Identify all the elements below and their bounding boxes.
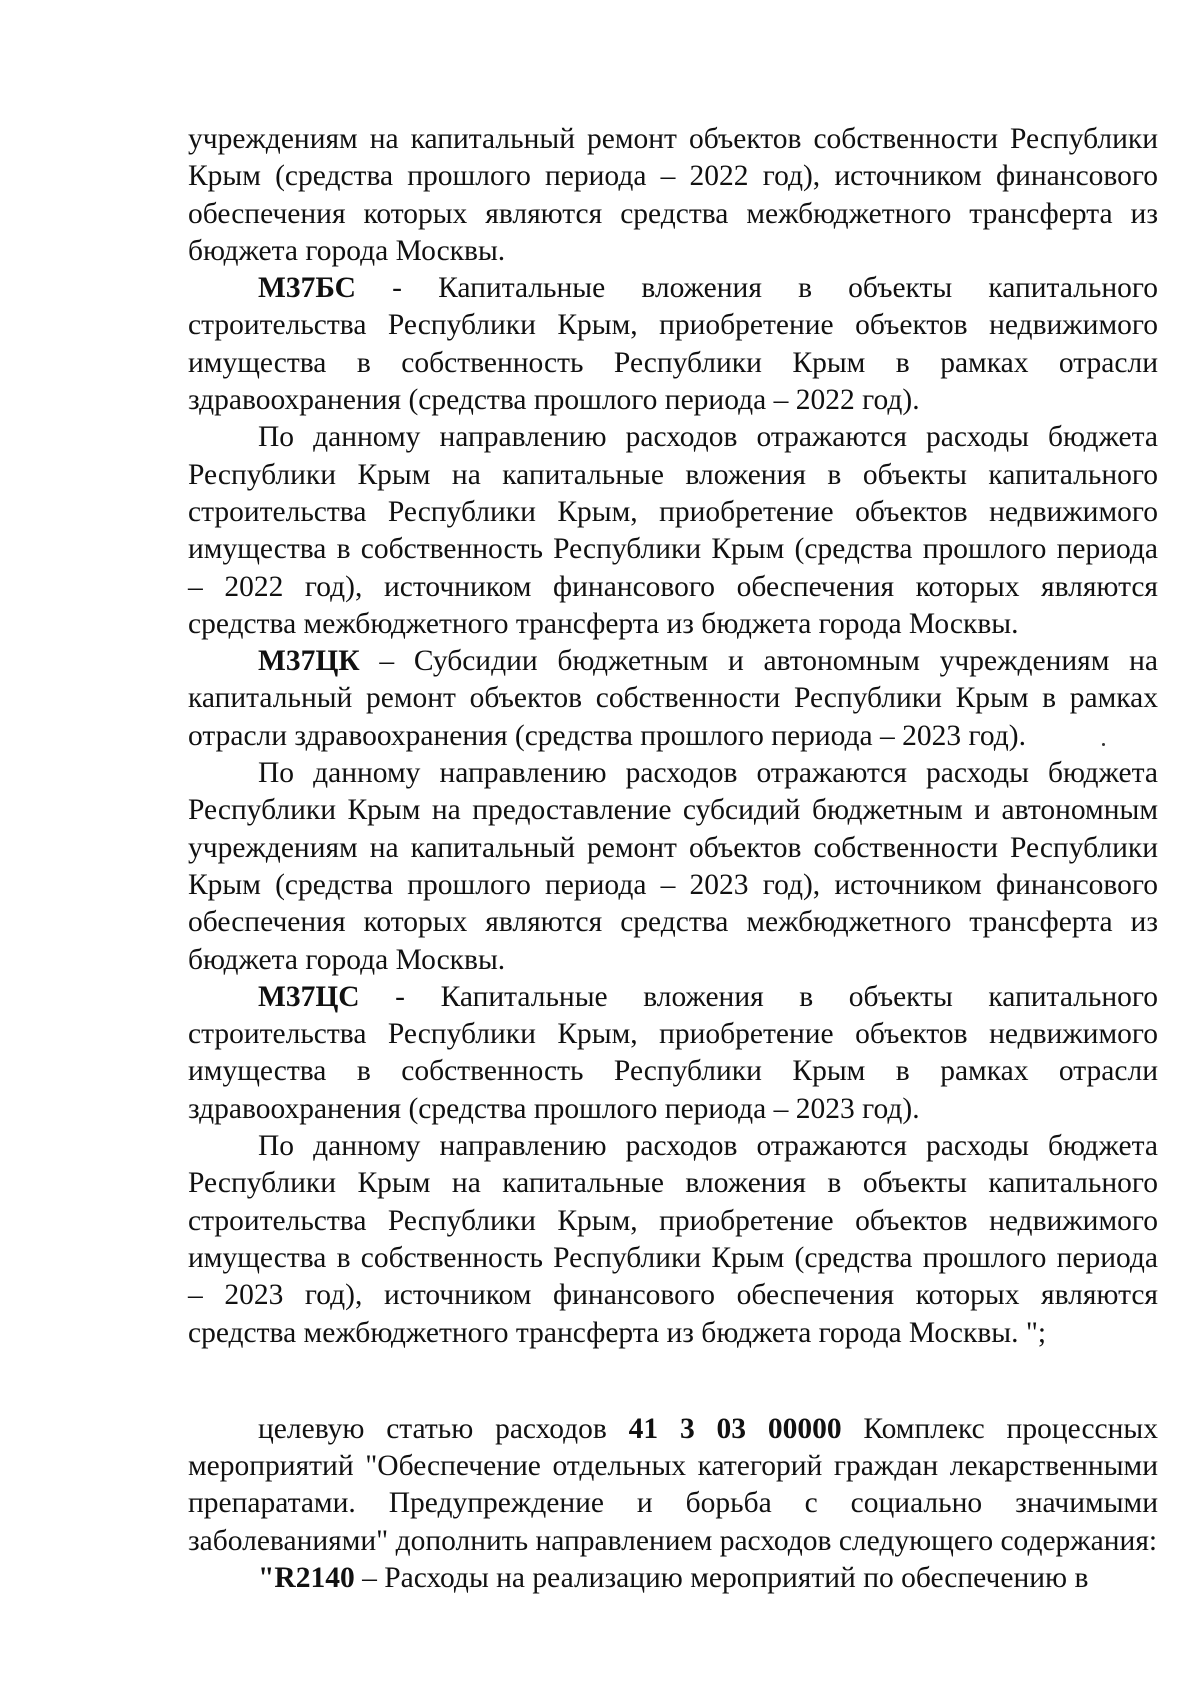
- expense-code: М37БС: [258, 272, 356, 305]
- paragraph-3: [188, 419, 1158, 643]
- paragraph-5: [188, 755, 1158, 979]
- paragraph-m37tsk: [188, 643, 1158, 755]
- paragraph-7: [188, 1128, 1158, 1352]
- paragraph-text: По данному направлению расходов отражаются расходы бюджета Республики Крым на капитальные вложения в объекты капитального строительства Республики Крым, приобретение объектов недвижимого имущества в собственность Республики Крым (средства прошлого периода – 2022 год), источником финансового обеспечения которых являются средства межбюджетного трансферта из бюджета города Москвы.: [188, 421, 1158, 640]
- paragraph-1: [188, 121, 1158, 270]
- paragraph-target-article: [188, 1411, 1158, 1560]
- paragraph-prefix: целевую статью расходов: [258, 1412, 629, 1445]
- document-body: [188, 121, 1158, 1597]
- paragraph-text: – Субсидии бюджетным и автономным учреждениям на капитальный ремонт объектов собственности Республики Крым в рамках отрасли здравоохранения (средства прошлого периода – 2023 год).: [188, 645, 1158, 752]
- expense-code: М37ЦК: [258, 645, 360, 678]
- paragraph-text: Комплекс процессных мероприятий "Обеспечение отдельных категорий граждан лекарственными препаратами. Предупреждение и борьба с социально значимыми заболеваниями" дополнить направлением расходов следующего содержания:: [188, 1412, 1158, 1557]
- scan-speck: [1102, 743, 1105, 746]
- paragraph-text: - Капитальные вложения в объекты капитального строительства Республики Крым, приобретение объектов недвижимого имущества в собственность Республики Крым в рамках отрасли здравоохранения (средства прошлого периода – 2022 год).: [188, 272, 1158, 417]
- paragraph-text: учреждениям на капитальный ремонт объектов собственности Республики Крым (средства прошлого периода – 2022 год), источником финансового обеспечения которых являются средства межбюджетного трансферта из бюджета города Москвы.: [188, 123, 1158, 267]
- paragraph-text: По данному направлению расходов отражаются расходы бюджета Республики Крым на предоставление субсидий бюджетным и автономным учреждениям на капитальный ремонт объектов собственности Республики Крым (средства прошлого периода – 2023 год), источником финансового обеспечения которых являются средства межбюджетного трансферта из бюджета города Москвы.: [188, 757, 1158, 976]
- paragraph-r2140: [188, 1560, 1158, 1597]
- target-article-code: 41 3 03 00000: [628, 1412, 842, 1445]
- paragraph-text: - Капитальные вложения в объекты капитального строительства Республики Крым, приобретение объектов недвижимого имущества в собственность Республики Крым в рамках отрасли здравоохранения (средства прошлого периода – 2023 год).: [188, 980, 1158, 1125]
- paragraph-text: – Расходы на реализацию мероприятий по обеспечению в: [354, 1561, 1089, 1594]
- opening-quote: ": [258, 1561, 275, 1594]
- paragraph-m37tss: [188, 979, 1158, 1128]
- expense-code: R2140: [274, 1561, 355, 1594]
- expense-code: М37ЦС: [258, 980, 360, 1013]
- paragraph-m37bs: [188, 270, 1158, 419]
- paragraph-text: По данному направлению расходов отражаются расходы бюджета Республики Крым на капитальные вложения в объекты капитального строительства Республики Крым, приобретение объектов недвижимого имущества в собственность Республики Крым (средства прошлого периода – 2023 год), источником финансового обеспечения которых являются средства межбюджетного трансферта из бюджета города Москвы. ";: [188, 1130, 1158, 1349]
